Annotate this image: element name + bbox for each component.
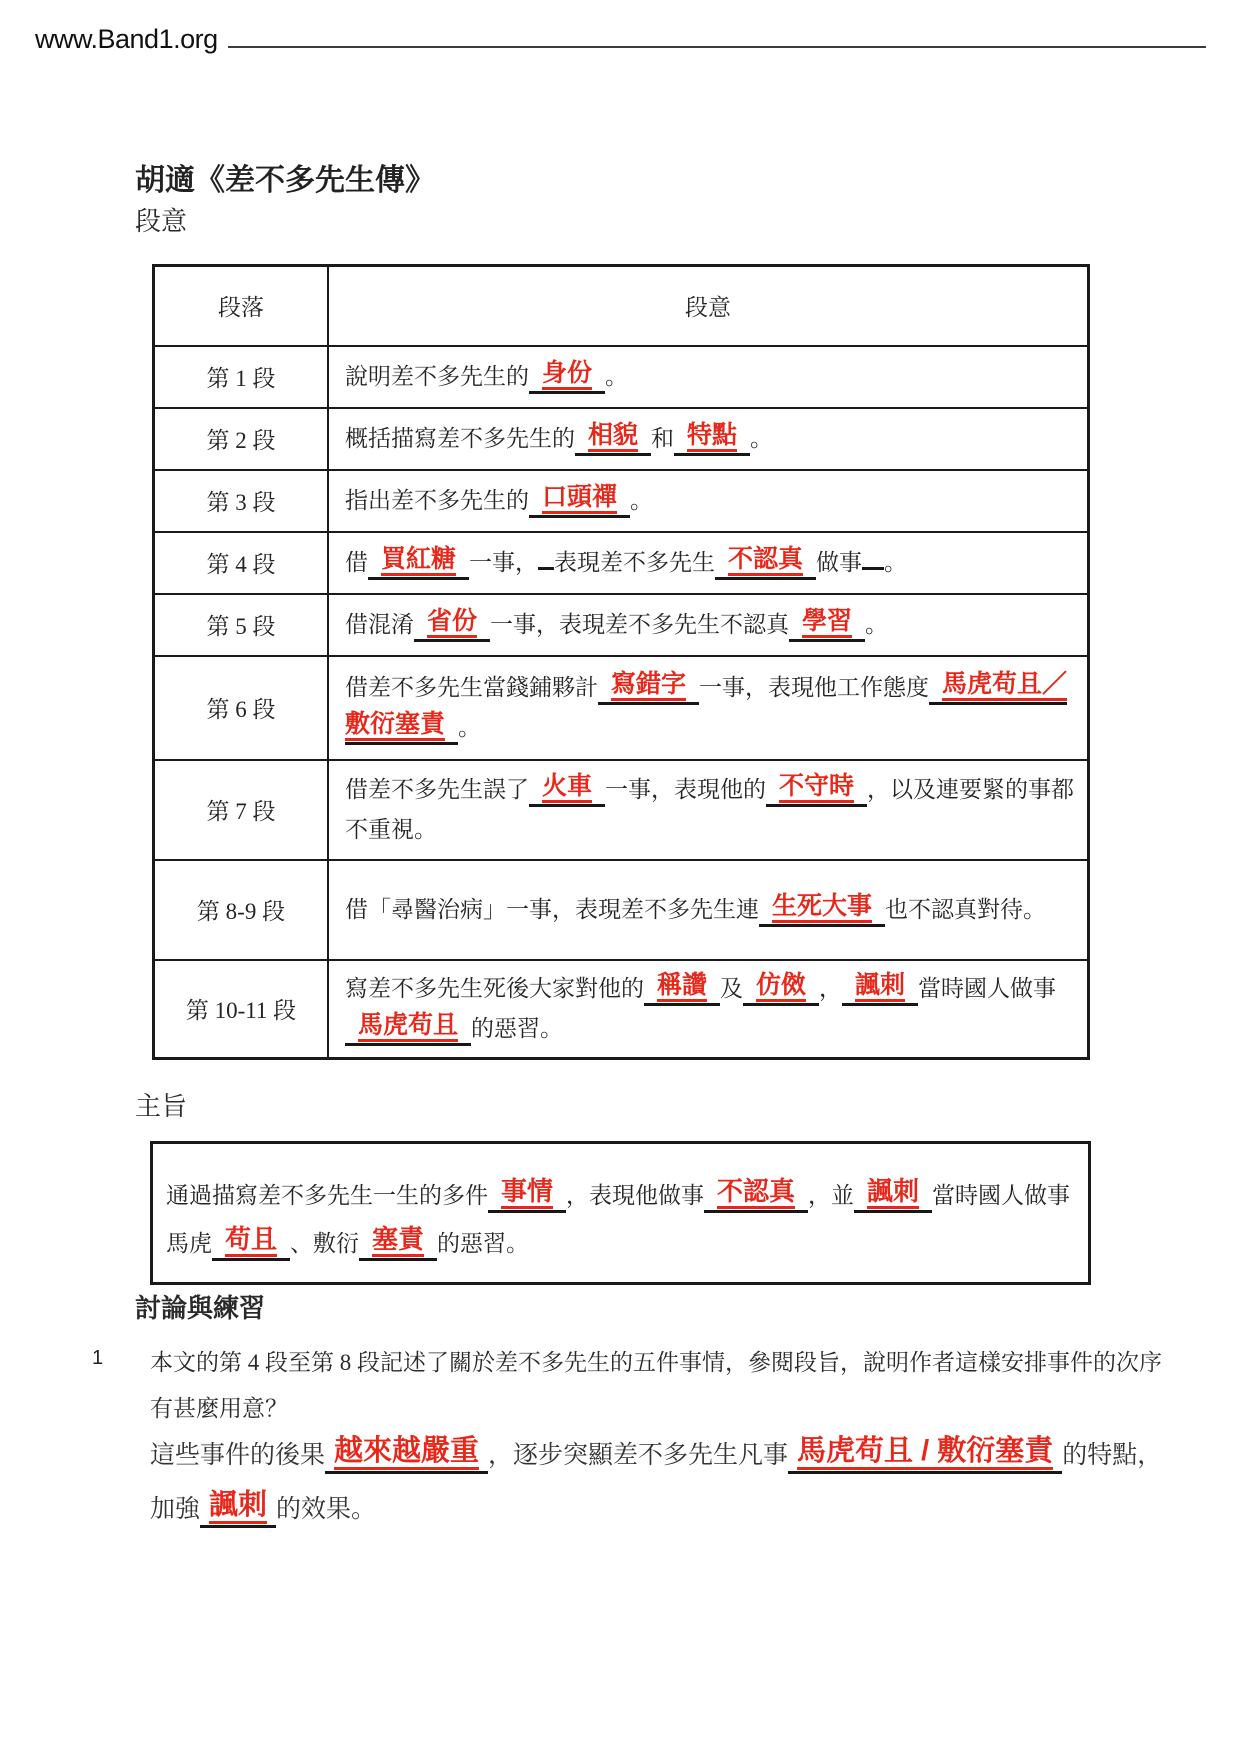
handwritten-answer: 越來越嚴重	[334, 1435, 479, 1470]
meaning-cell	[328, 346, 1089, 408]
site-label: www.Band1.org	[35, 24, 218, 54]
answer-blank	[644, 967, 720, 1006]
handwritten-answer: 苟且	[225, 1224, 277, 1257]
answer-blank	[789, 603, 865, 642]
answer-blank	[854, 1174, 932, 1213]
theme-box	[150, 1141, 1091, 1285]
text-run: 借「尋醫治病」一事，表現差不多先生連	[345, 896, 759, 922]
text-run: 當時國人做事	[918, 975, 1057, 1001]
text-run: 做事	[816, 549, 863, 575]
text-run: 借差不多先生當錢鋪夥計	[345, 674, 598, 700]
answer-blank	[368, 541, 469, 580]
text-run: 的惡習。	[471, 1015, 564, 1041]
text-run: 借混淆	[345, 611, 414, 637]
text-run: 也不認真對待。	[885, 896, 1047, 922]
answer-blank	[488, 1174, 566, 1213]
text-run: ，以及連要緊的事都不重視。	[345, 776, 1075, 842]
handwritten-answer: 省份	[427, 607, 477, 638]
paragraph-cell: 第 1 段	[154, 346, 329, 408]
answer-blank	[575, 417, 651, 456]
paragraph-cell: 第 8-9 段	[154, 860, 329, 960]
answer-blank	[759, 888, 885, 927]
meaning-cell	[328, 760, 1089, 860]
text-run: 概括描寫差不多先生的	[345, 425, 575, 451]
answer-blank	[345, 1007, 471, 1046]
text-run: 一事，表現差不多先生不認真	[490, 611, 790, 637]
answer-blank	[212, 1222, 290, 1261]
meaning-cell	[328, 408, 1089, 470]
text-run: 及	[720, 975, 744, 1001]
answer-blank	[325, 1430, 488, 1474]
text-run: 一事，表現他工作態度	[699, 674, 930, 700]
meaning-cell	[328, 470, 1089, 532]
answer-blank	[766, 768, 867, 807]
handwritten-answer: 不認真	[728, 545, 803, 576]
handwritten-answer: 不守時	[779, 772, 854, 803]
text-run: 。	[630, 487, 654, 513]
handwritten-answer: 塞責	[372, 1224, 424, 1257]
answer-blank	[743, 967, 819, 1006]
handwritten-answer: 稱讚	[657, 971, 707, 1002]
text-run: 說明差不多先生的	[345, 363, 529, 389]
text-run: 通過描寫差不多先生一生的多件	[166, 1183, 488, 1208]
text-run: ，並	[808, 1183, 855, 1208]
answer-blank	[842, 967, 918, 1006]
text-run: 指出差不多先生的	[345, 487, 529, 513]
blank-line	[862, 567, 884, 570]
text-run: 、敷衍	[290, 1231, 360, 1256]
text-run: 一事，表現他的	[605, 776, 767, 802]
answer-blank	[704, 1174, 808, 1213]
text-run: ，表現他做事	[566, 1183, 705, 1208]
handwritten-answer: 寫錯字	[611, 670, 686, 701]
handwritten-answer: 事情	[501, 1176, 553, 1209]
text-run: 這些事件的後果	[150, 1441, 326, 1469]
answer-blank	[715, 541, 816, 580]
handwritten-answer: 仿傚	[756, 971, 806, 1002]
text-run: 借	[345, 549, 368, 575]
table-row	[154, 532, 1089, 594]
question-answer	[150, 1428, 1168, 1536]
answer-blank	[674, 417, 750, 456]
table-row	[154, 408, 1089, 470]
text-run: 和	[651, 425, 675, 451]
text-run: 當時國人做事馬虎	[166, 1183, 1071, 1256]
handwritten-answer: 生死大事	[772, 892, 872, 923]
text-run: ，	[819, 975, 843, 1001]
text-run: 的特點，加強	[150, 1441, 1163, 1523]
paragraph-cell: 第 10-11 段	[154, 960, 329, 1059]
meaning-cell	[328, 532, 1089, 594]
handwritten-answer: 火車	[542, 772, 592, 803]
section-label-paragraph-meaning: 段意	[135, 206, 188, 236]
handwritten-answer: 相貌	[588, 421, 638, 452]
question-text: 本文的第 4 段至第 8 段記述了關於差不多先生的五件事情，參閱段旨，說明作者這樣安排事件的次序有甚麼用意？	[150, 1350, 1162, 1421]
table-row	[154, 656, 1089, 760]
handwritten-answer: 買紅糖	[381, 545, 456, 576]
handwritten-answer: 身份	[542, 359, 592, 390]
table-row	[154, 346, 1089, 408]
answer-blank	[529, 355, 605, 394]
text-run: 的惡習。	[437, 1231, 530, 1256]
handwritten-answer: 諷刺	[867, 1176, 919, 1209]
handwritten-answer: 不認真	[717, 1176, 795, 1209]
handwritten-answer: 諷刺	[855, 971, 905, 1002]
table-row	[154, 470, 1089, 532]
answer-blank	[788, 1430, 1062, 1474]
handwritten-answer: 特點	[687, 421, 737, 452]
handwritten-answer: 馬虎苟且	[358, 1011, 458, 1042]
answer-blank	[529, 768, 605, 807]
section-label-discussion: 討論與練習	[135, 1293, 266, 1323]
paragraph-cell: 第 7 段	[154, 760, 329, 860]
table-row	[154, 760, 1089, 860]
answer-blank	[359, 1222, 437, 1261]
header-rule	[228, 46, 1206, 48]
table-header-paragraph: 段落	[154, 266, 329, 346]
meaning-cell	[328, 960, 1089, 1059]
table-row	[154, 594, 1089, 656]
meaning-cell	[328, 860, 1089, 960]
text-run: 的效果。	[276, 1495, 377, 1523]
paragraph-cell: 第 3 段	[154, 470, 329, 532]
text-run: 。	[605, 363, 629, 389]
text-run: 借差不多先生誤了	[345, 776, 529, 802]
handwritten-answer: 諷刺	[209, 1489, 267, 1524]
handwritten-answer: 馬虎苟且／敷衍塞責	[345, 670, 1067, 741]
text-run: 表現差不多先生	[554, 549, 716, 575]
text-run: ，逐步突顯差不多先生凡事	[488, 1441, 789, 1469]
handwritten-answer: 馬虎苟且 / 敷衍塞責	[797, 1435, 1053, 1470]
blank-line	[538, 567, 554, 570]
answer-blank	[529, 479, 630, 518]
meaning-cell	[328, 594, 1089, 656]
meaning-cell	[328, 656, 1089, 760]
question-number: 1	[92, 1347, 104, 1369]
answer-blank	[200, 1484, 276, 1528]
text-run: 。	[865, 611, 889, 637]
paragraph-cell: 第 4 段	[154, 532, 329, 594]
text-run: 。	[458, 714, 482, 740]
table-header-row	[154, 266, 1089, 346]
text-run: 。	[750, 425, 774, 451]
paragraph-cell: 第 5 段	[154, 594, 329, 656]
handwritten-answer: 學習	[802, 607, 852, 638]
paragraph-meaning-table	[152, 264, 1090, 1060]
doc-title: 胡適《差不多先生傳》	[135, 164, 435, 197]
text-run: 一事，	[469, 549, 539, 575]
text-run: 。	[884, 549, 908, 575]
paragraph-cell: 第 6 段	[154, 656, 329, 760]
answer-blank	[598, 666, 699, 705]
section-label-theme: 主旨	[135, 1091, 188, 1121]
table-row	[154, 960, 1089, 1059]
text-run: 寫差不多先生死後大家對他的	[345, 975, 644, 1001]
handwritten-answer: 口頭禪	[542, 483, 617, 514]
paragraph-cell: 第 2 段	[154, 408, 329, 470]
table-header-meaning: 段意	[328, 266, 1089, 346]
answer-blank	[414, 603, 490, 642]
table-row	[154, 860, 1089, 960]
